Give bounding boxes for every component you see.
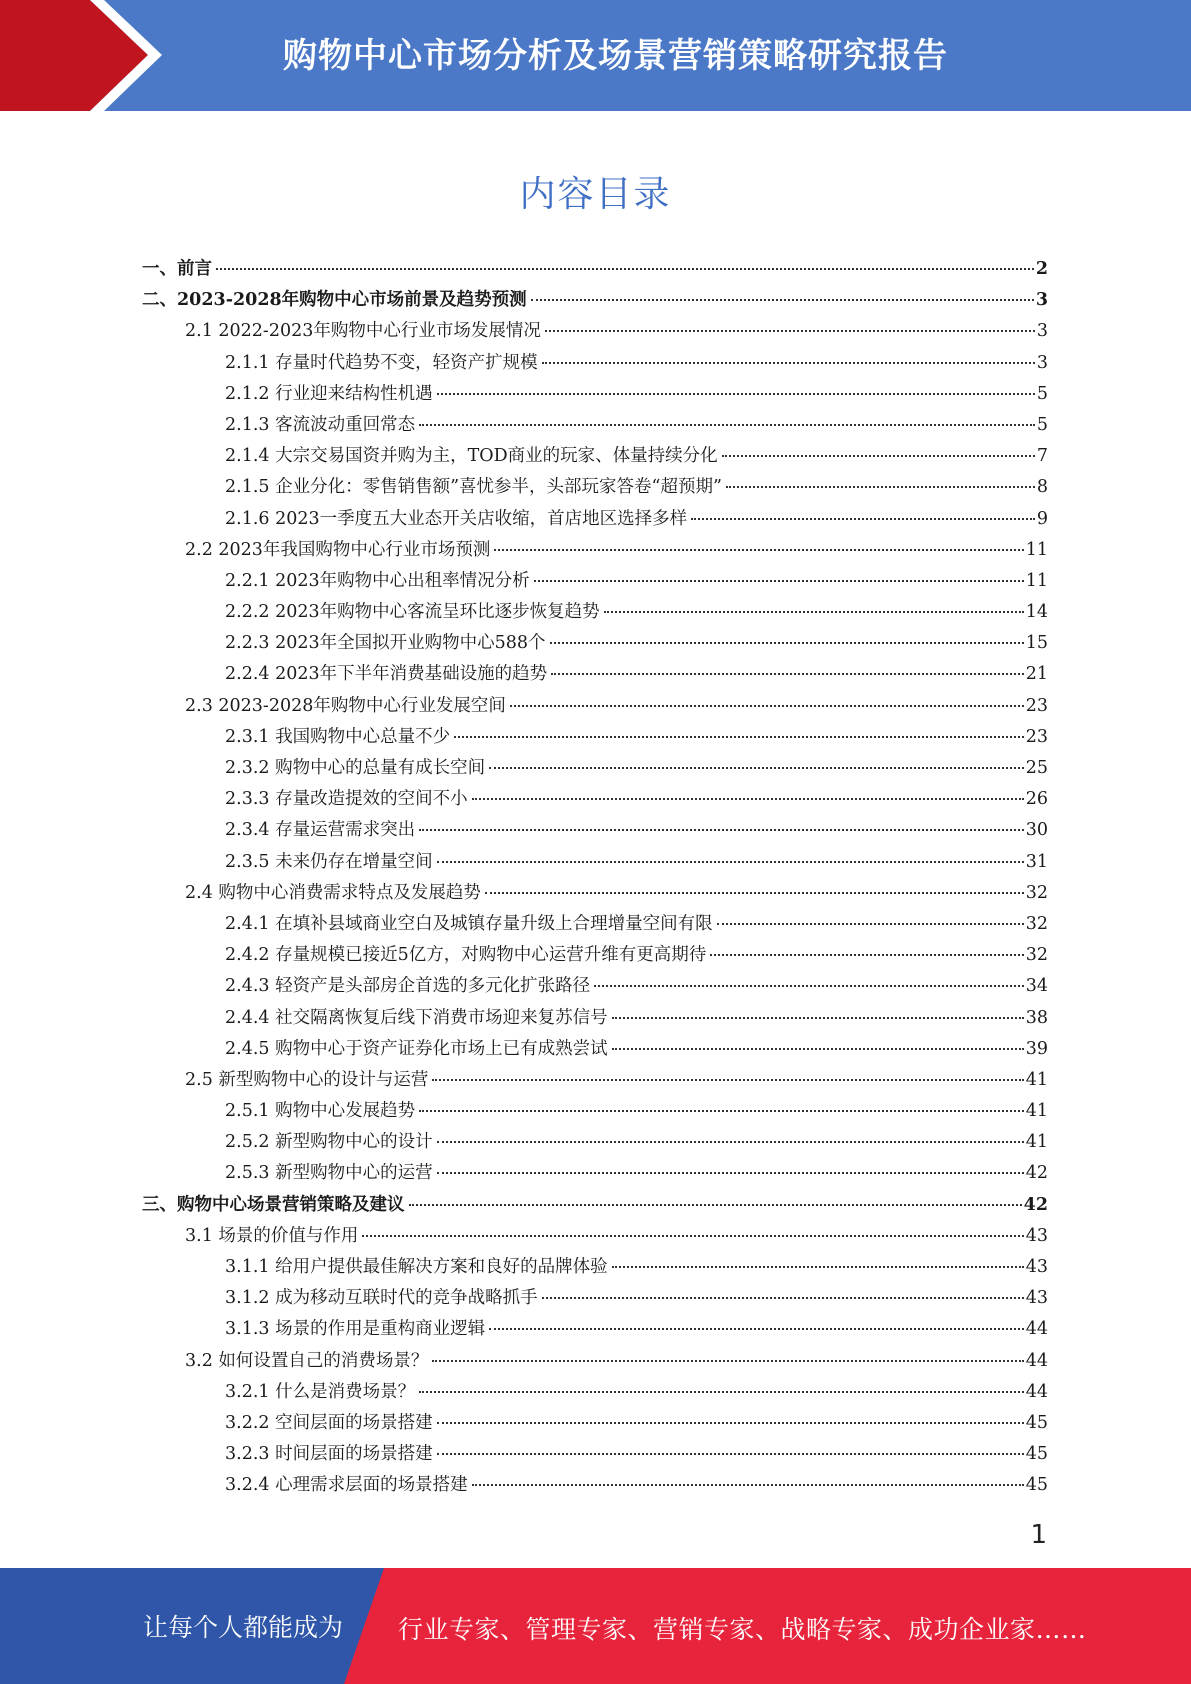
page-footer: [0, 1568, 1191, 1684]
toc-entry[interactable]: [142, 254, 1048, 285]
footer-slogan-left: 让每个人都能成为: [143, 1613, 344, 1642]
toc-entry-page: 8: [1036, 477, 1048, 498]
toc-entry-label: 2.5.3 新型购物中心的运营: [225, 1163, 433, 1184]
toc-dot-leader: [485, 892, 1024, 894]
toc-entry-label: 3.1.1 给用户提供最佳解决方案和良好的品牌体验: [225, 1257, 608, 1277]
toc-entry-label: 2.1.4 大宗交易国资并购为主，TOD商业的玩家、体量持续分化: [225, 446, 718, 467]
toc-entry-page: 45: [1025, 1412, 1048, 1433]
toc-entry-label: 一、前言: [142, 259, 212, 279]
toc-dot-leader: [437, 1141, 1024, 1143]
toc-dot-leader: [472, 798, 1024, 800]
toc-entry-label: 3.1 场景的价值与作用: [185, 1225, 359, 1246]
toc-entry[interactable]: [142, 1470, 1048, 1501]
toc-entry-page: 3: [1036, 352, 1048, 373]
toc-entry-page: 44: [1025, 1319, 1048, 1340]
toc-dot-leader: [454, 736, 1024, 738]
toc-entry[interactable]: [142, 909, 1048, 940]
toc-entry-page: 43: [1025, 1288, 1048, 1309]
toc-entry[interactable]: [142, 691, 1048, 722]
toc-dot-leader: [432, 1079, 1023, 1081]
page-number: 1: [1030, 1520, 1047, 1550]
toc-entry[interactable]: [142, 472, 1048, 503]
toc-entry-page: 11: [1025, 570, 1048, 591]
toc-dot-leader: [551, 673, 1024, 675]
toc-entry-page: 38: [1025, 1007, 1048, 1028]
toc-entry[interactable]: [142, 504, 1048, 535]
toc-entry-page: 43: [1025, 1257, 1048, 1277]
toc-entry-page: 32: [1025, 945, 1048, 966]
toc-entry-label: 3.2.3 时间层面的场景搭建: [225, 1444, 433, 1465]
toc-entry[interactable]: [142, 1221, 1048, 1252]
toc-dot-leader: [531, 299, 1034, 301]
toc-entry[interactable]: [142, 1346, 1048, 1377]
toc-entry-label: 2.4.3 轻资产是头部房企首选的多元化扩张路径: [225, 976, 591, 997]
toc-entry-label: 2.1.2 行业迎来结构性机遇: [225, 383, 433, 404]
toc-entry-page: 14: [1025, 602, 1048, 623]
page-header: [0, 0, 1191, 111]
toc-entry-label: 2.1.1 存量时代趋势不变，轻资产扩规模: [225, 352, 538, 373]
toc-entry-label: 2.2.2 2023年购物中心客流呈环比逐步恢复趋势: [225, 602, 600, 623]
toc-entry-label: 3.2.4 心理需求层面的场景搭建: [225, 1475, 468, 1496]
toc-entry-label: 2.5 新型购物中心的设计与运营: [185, 1069, 429, 1090]
toc-entry[interactable]: [142, 1283, 1048, 1314]
toc-entry-label: 2.5.1 购物中心发展趋势: [225, 1101, 416, 1122]
toc-dot-leader: [216, 268, 1034, 270]
footer-slogan-right: 行业专家、管理专家、营销专家、战略专家、成功企业家……: [398, 1615, 1087, 1644]
toc-entry-label: 3.2 如何设置自己的消费场景？: [185, 1350, 429, 1371]
toc-entry[interactable]: [142, 379, 1048, 410]
toc-entry-label: 二、2023-2028年购物中心市场前景及趋势预测: [142, 290, 527, 311]
toc-entry-page: 30: [1025, 820, 1048, 841]
toc-entry-label: 3.2.1 什么是消费场景？: [225, 1381, 416, 1402]
toc-entry-page: 23: [1025, 695, 1048, 716]
toc-entry-label: 2.3 2023-2028年购物中心行业发展空间: [185, 695, 506, 716]
toc-entry-page: 34: [1025, 976, 1048, 997]
toc-entry-label: 2.3.1 我国购物中心总量不少: [225, 726, 451, 747]
toc-entry[interactable]: [142, 753, 1048, 784]
toc-dot-leader: [545, 330, 1035, 332]
toc-entry-label: 2.2.3 2023年全国拟开业购物中心588个: [225, 633, 546, 654]
toc-entry-page: 31: [1025, 851, 1048, 872]
toc-dot-leader: [612, 1048, 1024, 1050]
toc-entry-label: 2.2.4 2023年下半年消费基础设施的趋势: [225, 664, 548, 685]
toc-entry[interactable]: [142, 1377, 1048, 1408]
toc-entry-page: 32: [1025, 913, 1048, 934]
toc-dot-leader: [594, 985, 1024, 987]
toc-entry[interactable]: [142, 1314, 1048, 1345]
toc-entry-label: 2.4.5 购物中心于资产证券化市场上已有成熟尝试: [225, 1038, 608, 1059]
toc-dot-leader: [419, 424, 1035, 426]
toc-entry[interactable]: [142, 285, 1048, 316]
toc-entry-label: 3.1.2 成为移动互联时代的竞争战略抓手: [225, 1288, 538, 1309]
toc-dot-leader: [472, 1484, 1024, 1486]
toc-entry[interactable]: [142, 441, 1048, 472]
toc-entry-page: 45: [1025, 1475, 1048, 1496]
toc-entry-page: 2: [1035, 259, 1048, 279]
toc-dot-leader: [717, 923, 1024, 925]
toc-dot-leader: [604, 611, 1024, 613]
toc-entry-label: 2.2 2023年我国购物中心行业市场预测: [185, 539, 491, 560]
toc-entry[interactable]: [142, 847, 1048, 878]
toc-entry-page: 41: [1025, 1069, 1048, 1090]
toc-dot-leader: [419, 1391, 1024, 1393]
toc-entry[interactable]: [142, 940, 1048, 971]
toc-dot-leader: [437, 1422, 1024, 1424]
toc-entry-label: 2.3.2 购物中心的总量有成长空间: [225, 758, 486, 778]
toc-entry-label: 三、购物中心场景营销策略及建议: [142, 1194, 405, 1215]
toc-entry[interactable]: [142, 316, 1048, 347]
toc-entry-page: 39: [1025, 1038, 1048, 1059]
toc-dot-leader: [612, 1266, 1024, 1268]
toc-entry-page: 7: [1036, 446, 1048, 467]
table-of-contents: [142, 254, 1048, 1502]
toc-entry[interactable]: [142, 878, 1048, 909]
toc-entry[interactable]: [142, 1034, 1048, 1065]
toc-entry-page: 5: [1036, 383, 1048, 404]
toc-entry-page: 25: [1025, 758, 1048, 778]
toc-entry[interactable]: [142, 1003, 1048, 1034]
toc-dot-leader: [437, 861, 1024, 863]
toc-entry-label: 2.1.6 2023一季度五大业态开关店收缩，首店地区选择多样: [225, 508, 688, 529]
toc-entry[interactable]: [142, 784, 1048, 815]
toc-entry-page: 32: [1025, 882, 1048, 903]
toc-entry[interactable]: [142, 1439, 1048, 1470]
toc-entry[interactable]: [142, 971, 1048, 1002]
toc-entry-page: 44: [1025, 1350, 1048, 1371]
toc-entry-page: 15: [1025, 633, 1048, 654]
toc-entry-page: 44: [1025, 1381, 1048, 1402]
toc-dot-leader: [419, 829, 1024, 831]
toc-dot-leader: [437, 1453, 1024, 1455]
toc-entry-label: 2.3.5 未来仍存在增量空间: [225, 851, 433, 872]
toc-entry-page: 26: [1025, 789, 1048, 810]
toc-entry-label: 2.1 2022-2023年购物中心行业市场发展情况: [185, 321, 541, 342]
toc-entry-page: 23: [1025, 726, 1048, 747]
toc-entry[interactable]: [142, 1127, 1048, 1158]
toc-entry-page: 11: [1025, 539, 1048, 560]
toc-entry[interactable]: [142, 1158, 1048, 1189]
toc-entry-page: 42: [1025, 1163, 1048, 1184]
toc-entry-label: 3.2.2 空间层面的场景搭建: [225, 1412, 433, 1433]
toc-entry[interactable]: [142, 1096, 1048, 1127]
toc-dot-leader: [432, 1360, 1023, 1362]
toc-entry-label: 2.1.3 客流波动重回常态: [225, 414, 416, 435]
toc-entry-page: 42: [1023, 1194, 1048, 1215]
toc-dot-leader: [726, 486, 1035, 488]
toc-entry[interactable]: [142, 535, 1048, 566]
toc-entry[interactable]: [142, 1252, 1048, 1283]
toc-dot-leader: [489, 767, 1024, 769]
toc-dot-leader: [534, 580, 1024, 582]
toc-entry-label: 2.4.4 社交隔离恢复后线下消费市场迎来复苏信号: [225, 1007, 608, 1028]
toc-heading: 内容目录: [519, 174, 672, 215]
toc-entry-label: 2.4.2 存量规模已接近5亿方，对购物中心运营升维有更高期待: [225, 945, 707, 966]
toc-entry-page: 21: [1025, 664, 1048, 685]
toc-dot-leader: [437, 1172, 1024, 1174]
toc-dot-leader: [489, 1328, 1024, 1330]
toc-entry-page: 3: [1036, 321, 1048, 342]
toc-dot-leader: [542, 362, 1035, 364]
toc-entry-label: 2.4.1 在填补县域商业空白及城镇存量升级上合理增量空间有限: [225, 913, 713, 934]
toc-entry-page: 5: [1036, 414, 1048, 435]
toc-entry[interactable]: [142, 597, 1048, 628]
toc-entry-label: 2.3.3 存量改造提效的空间不小: [225, 789, 468, 810]
toc-entry-page: 41: [1025, 1132, 1048, 1153]
toc-entry[interactable]: [142, 1065, 1048, 1096]
toc-entry-label: 3.1.3 场景的作用是重构商业逻辑: [225, 1319, 486, 1340]
toc-entry-label: 2.4 购物中心消费需求特点及发展趋势: [185, 882, 481, 903]
toc-dot-leader: [710, 954, 1023, 956]
toc-entry-label: 2.1.5 企业分化：零售销售额”喜忧参半，头部玩家答卷“超预期”: [225, 477, 722, 498]
toc-entry[interactable]: [142, 348, 1048, 379]
toc-entry[interactable]: [142, 722, 1048, 753]
toc-dot-leader: [437, 393, 1035, 395]
toc-entry-page: 41: [1025, 1101, 1048, 1122]
toc-dot-leader: [494, 549, 1023, 551]
toc-dot-leader: [510, 705, 1024, 707]
toc-entry[interactable]: [142, 659, 1048, 690]
toc-entry[interactable]: [142, 410, 1048, 441]
toc-entry-page: 9: [1036, 508, 1048, 529]
toc-entry[interactable]: [142, 1190, 1048, 1221]
toc-entry[interactable]: [142, 628, 1048, 659]
toc-entry-page: 3: [1035, 290, 1048, 311]
toc-entry-label: 2.5.2 新型购物中心的设计: [225, 1132, 433, 1153]
toc-dot-leader: [542, 1297, 1024, 1299]
toc-entry[interactable]: [142, 1408, 1048, 1439]
toc-entry[interactable]: [142, 566, 1048, 597]
toc-dot-leader: [419, 1110, 1024, 1112]
toc-dot-leader: [722, 455, 1035, 457]
toc-entry-page: 43: [1025, 1225, 1048, 1246]
toc-dot-leader: [691, 518, 1035, 520]
toc-dot-leader: [550, 642, 1024, 644]
toc-entry[interactable]: [142, 815, 1048, 846]
header-title: 购物中心市场分析及场景营销策略研究报告: [283, 36, 948, 76]
toc-dot-leader: [612, 1017, 1024, 1019]
toc-dot-leader: [409, 1204, 1022, 1206]
toc-dot-leader: [362, 1235, 1023, 1237]
toc-entry-label: 2.3.4 存量运营需求突出: [225, 820, 416, 841]
toc-entry-page: 45: [1025, 1444, 1048, 1465]
toc-entry-label: 2.2.1 2023年购物中心出租率情况分析: [225, 570, 530, 591]
